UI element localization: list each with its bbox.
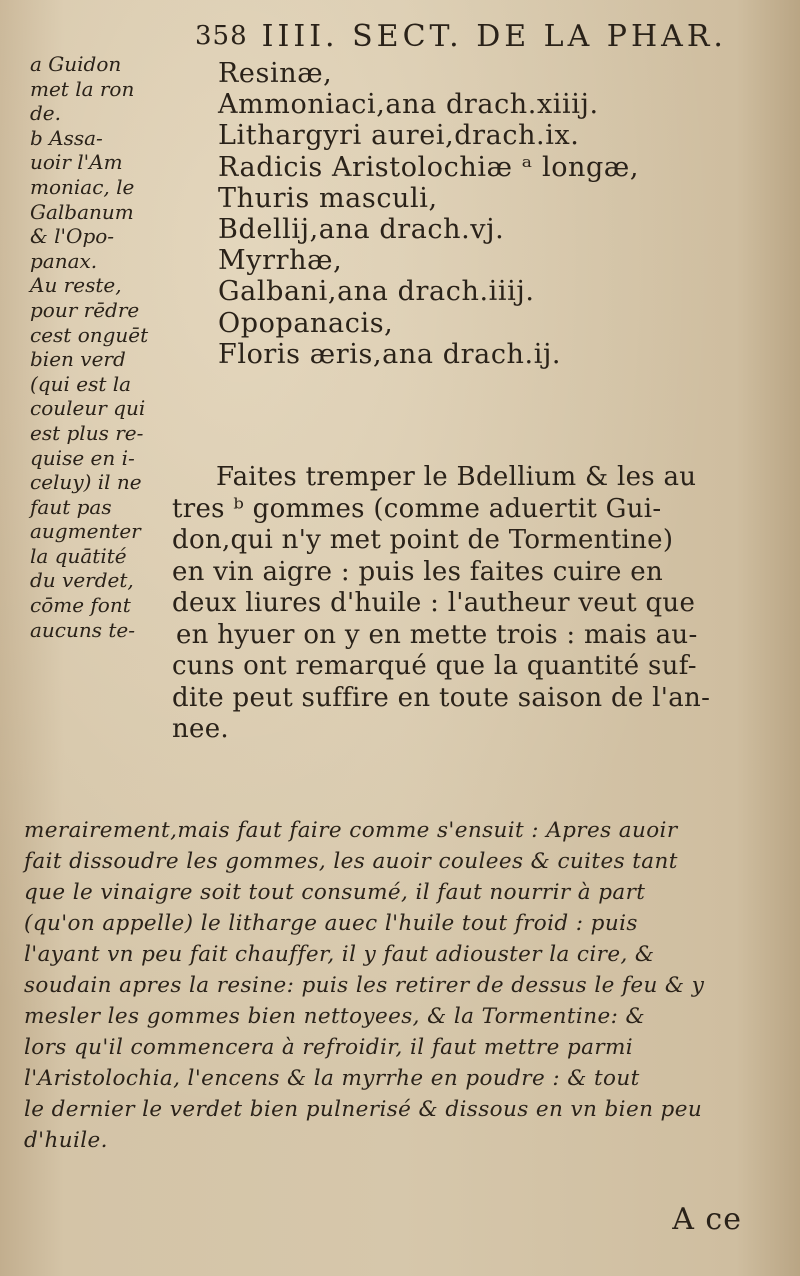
margin-note-line: pour rēdre [30, 297, 140, 322]
paragraph-line: en hyuer on y en mette trois : mais au- [176, 619, 698, 650]
italic-line: l'ayant vn peu fait chauffer, il y faut adiouster la cire, & [24, 942, 655, 967]
margin-note-line: panax. [30, 248, 98, 273]
recipe-line: Bdellij,ana drach.vj. [218, 214, 505, 246]
margin-note-line: de. [30, 101, 61, 126]
margin-note-line: quise en i- [30, 445, 135, 470]
margin-note-line: faut pas [30, 494, 112, 519]
margin-note-line: augmenter [30, 519, 141, 544]
italic-note-block [24, 815, 784, 1156]
italic-line: merairement,mais faut faire comme s'ensuit : Apres auoir [24, 818, 678, 843]
paragraph-line: tres ᵇ gommes (comme aduertit Gui- [172, 493, 662, 524]
italic-line: l'Aristolochia, l'encens & la myrrhe en poudre : & tout [24, 1066, 640, 1091]
margin-note-line: & l'Opo- [30, 224, 115, 249]
margin-note-line: Au reste, [30, 273, 122, 298]
margin-note-line: aucuns te- [30, 617, 136, 642]
recipe-line: Resinæ, [218, 58, 333, 89]
paragraph-line: nee. [172, 714, 229, 744]
margin-note-line: (qui est la [30, 371, 132, 396]
page-number: 358 [195, 21, 248, 51]
page-header [195, 14, 795, 58]
margin-note-line: celuy) il ne [30, 470, 142, 495]
italic-line: fait dissoudre les gommes, les auoir coulees & cuites tant [24, 849, 678, 874]
italic-line: mesler les gommes bien nettoyees, & la Tormentine: & [24, 1004, 645, 1029]
italic-line: le dernier le verdet bien pulnerisé & dissous en vn bien peu [24, 1097, 703, 1122]
recipe-line: Opopanacis, [218, 307, 394, 339]
paragraph-line: Faites tremper le Bdellium & les au [216, 462, 697, 492]
recipe-line: Radicis Aristolochiæ ᵃ longæ, [218, 151, 640, 183]
recipe-list [218, 58, 788, 370]
italic-line: que le vinaigre soit tout consumé, il faut nourrir à part [24, 880, 646, 905]
recipe-line: Galbani,ana drach.iiij. [218, 276, 535, 308]
running-head: IIII. SECT. DE LA PHAR. [261, 18, 727, 54]
margin-note-line: met la ron [30, 76, 135, 101]
italic-line: d'huile. [24, 1128, 108, 1153]
margin-note-line: a Guidon [30, 52, 122, 76]
italic-line: lors qu'il commencera à refroidir, il faut mettre parmi [24, 1035, 634, 1060]
margin-note-line: Galbanum [30, 199, 134, 224]
margin-note-line: bien verd [30, 347, 126, 372]
italic-line: soudain apres la resine: puis les retirer de dessus le feu & y [24, 973, 705, 998]
margin-note-line: cōme font [30, 593, 131, 618]
paragraph-line: deux liures d'huile : l'autheur veut que [172, 588, 696, 618]
margin-note-line: uoir l'Am [30, 150, 123, 175]
recipe-line: Floris æris,ana drach.ij. [218, 338, 562, 370]
margin-note-line: couleur qui [30, 396, 146, 421]
margin-note-line: b Assa- [30, 125, 103, 150]
body-paragraph [172, 462, 772, 746]
margin-note-line: moniac, le [30, 174, 135, 199]
recipe-line: Ammoniaci,ana drach.xiiij. [218, 89, 599, 121]
paragraph-line: dite peut suffire en toute saison de l'an- [172, 682, 711, 713]
margin-note-line: du verdet, [30, 568, 134, 593]
margin-notes [30, 52, 190, 642]
recipe-line: Lithargyri aurei,drach.ix. [218, 120, 580, 152]
paragraph-line: don,qui n'y met point de Tormentine) [172, 525, 674, 555]
recipe-line: Thuris masculi, [218, 182, 438, 214]
margin-note-line: est plus re- [30, 420, 144, 445]
recipe-line: Myrrhæ, [218, 245, 343, 277]
italic-line: (qu'on appelle) le litharge auec l'huile tout froid : puis [24, 911, 638, 936]
margin-note-line: la quātité [30, 543, 127, 568]
catchword: A ce [672, 1202, 742, 1237]
paragraph-line: en vin aigre : puis les faites cuire en [172, 556, 664, 587]
margin-note-line: cest onguēt [30, 322, 149, 347]
paragraph-line: cuns ont remarqué que la quantité suf- [172, 651, 697, 681]
